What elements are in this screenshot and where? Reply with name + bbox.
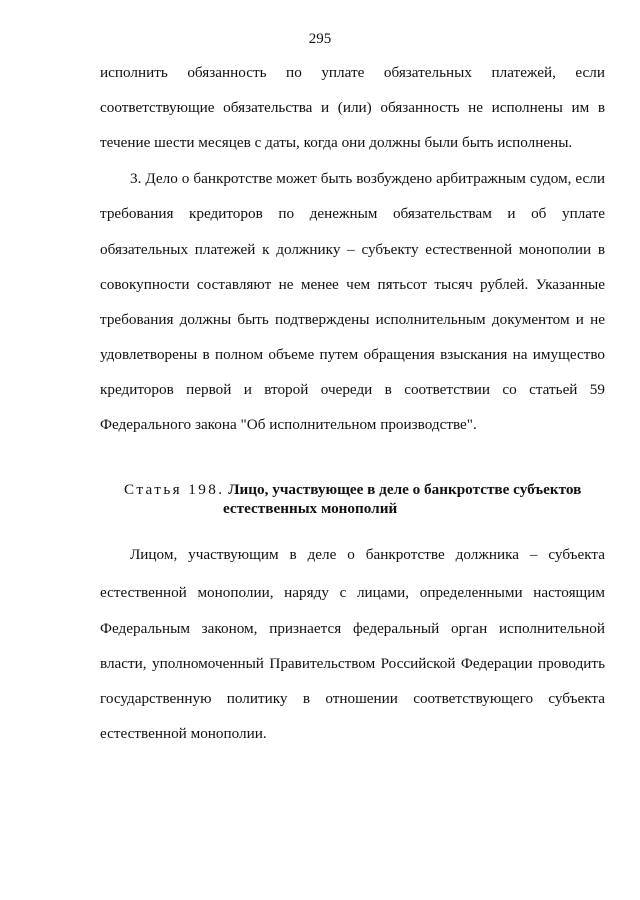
paragraph-3-line: государственную политику в отношении соответствующего субъекта <box>100 690 605 707</box>
paragraph-2-line: кредиторов первой и второй очереди в соответствии со статьей 59 <box>100 381 605 398</box>
paragraph-2-line: требования кредиторов по денежным обязательствам и об уплате <box>100 205 605 222</box>
paragraph-1-line: соответствующие обязательства и (или) обязанность не исполнены им в <box>100 99 605 116</box>
paragraph-2-line: 3. Дело о банкротстве может быть возбуждено арбитражным судом, если <box>130 170 605 187</box>
paragraph-3-line: естественной монополии, наряду с лицами, определенными настоящим <box>100 584 605 601</box>
article-title-continuation: естественных монополий <box>223 500 398 517</box>
paragraph-2-line: обязательных платежей к должнику – субъекту естественной монополии в <box>100 241 605 258</box>
paragraph-3-line: естественной монополии. <box>100 725 267 742</box>
paragraph-3-line: Федеральным законом, признается федеральный орган исполнительной <box>100 620 605 637</box>
paragraph-1-line: исполнить обязанность по уплате обязательных платежей, если <box>100 64 605 81</box>
paragraph-3-line: власти, уполномоченный Правительством Российской Федерации проводить <box>100 655 605 672</box>
paragraph-2-line: требования должны быть подтверждены исполнительным документом и не <box>100 311 605 328</box>
article-heading <box>124 481 581 499</box>
paragraph-2-line: Федерального закона "Об исполнительном производстве". <box>100 416 477 433</box>
paragraph-3-line: Лицом, участвующим в деле о банкротстве должника – субъекта <box>130 546 605 563</box>
paragraph-1-line: течение шести месяцев с даты, когда они должны были быть исполнены. <box>100 134 573 151</box>
paragraph-2-line: удовлетворены в полном объеме путем обращения взыскания на имущество <box>100 346 605 363</box>
paragraph-2-line: совокупности составляют не менее чем пятьсот тысяч рублей. Указанные <box>100 276 605 293</box>
article-number: Статья 198. <box>124 481 225 498</box>
article-title: Лицо, участвующее в деле о банкротстве субъектов <box>228 481 582 498</box>
page-number: 295 <box>308 31 332 47</box>
